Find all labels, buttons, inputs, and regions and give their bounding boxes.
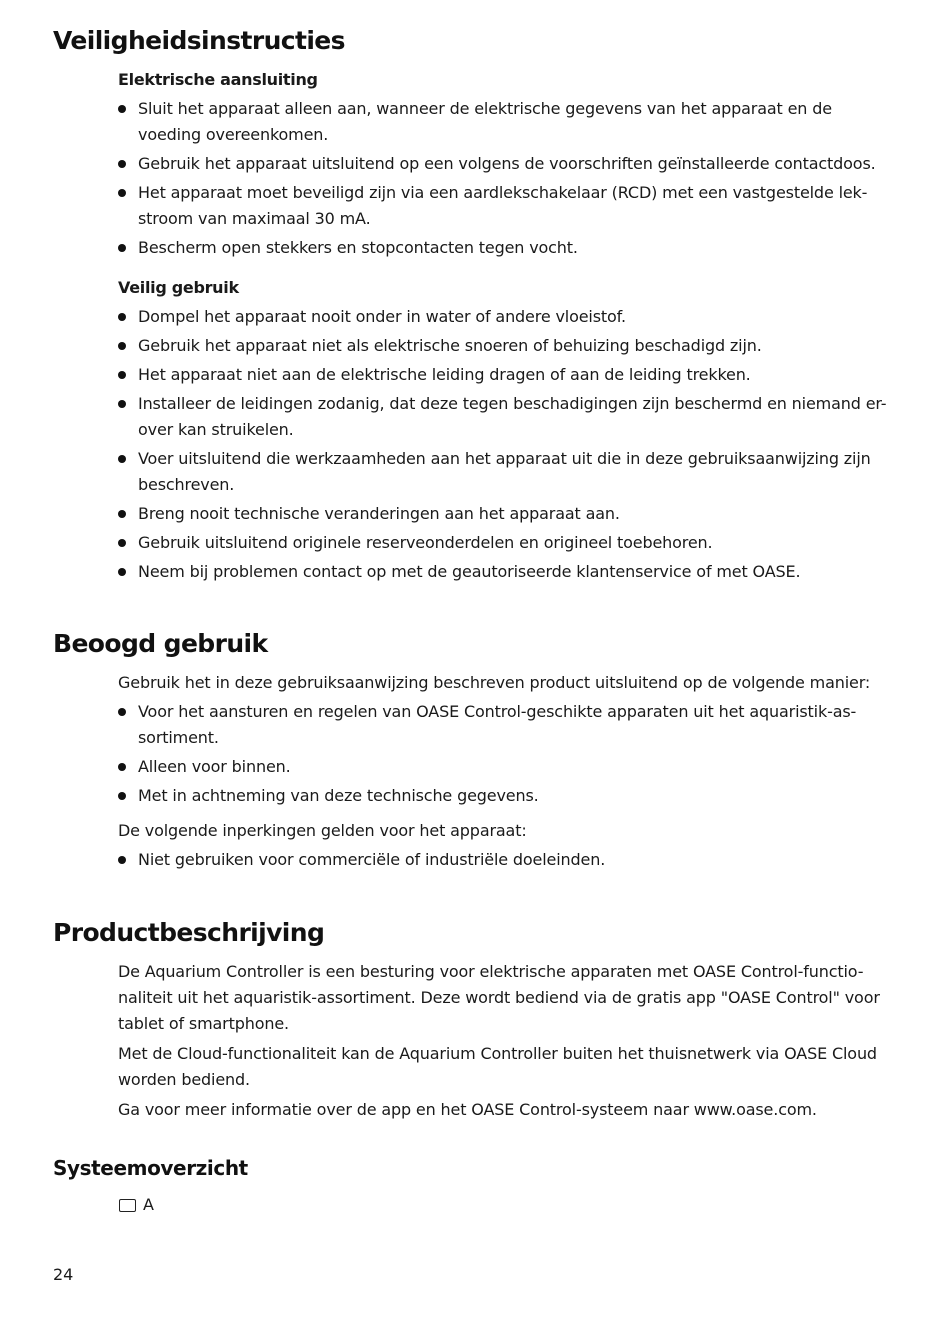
list-item: Niet gebruiken voor commerciële of industriële doeleinden. bbox=[118, 847, 888, 873]
description-paragraph: Ga voor meer informatie over de app en het OASE Control-systeem naar www.oase.com. bbox=[118, 1100, 817, 1119]
bullet-icon bbox=[118, 342, 126, 350]
list-item: Voer uitsluitend die werkzaamheden aan het apparaat uit die in deze gebruiksaanwijzing zijn beschreven. bbox=[118, 446, 888, 498]
safety-safe-use-block bbox=[118, 275, 888, 585]
bullet-icon bbox=[118, 244, 126, 252]
list-item: Bescherm open stekkers en stopcontacten tegen vocht. bbox=[118, 235, 888, 261]
bullet-icon bbox=[118, 763, 126, 771]
intended-use-block bbox=[118, 670, 888, 873]
figure-reference bbox=[119, 1194, 154, 1216]
bullet-icon bbox=[118, 510, 126, 518]
intended-use-intro: Gebruik het in deze gebruiksaanwijzing beschreven product uitsluitend op de volgende manier: bbox=[118, 673, 871, 692]
list-item: Alleen voor binnen. bbox=[118, 754, 888, 780]
section-title-product-description: Productbeschrijving bbox=[53, 918, 325, 947]
safe-use-list bbox=[118, 304, 888, 585]
section-title-system-overview: Systeemoverzicht bbox=[53, 1156, 248, 1180]
bullet-icon bbox=[118, 539, 126, 547]
list-item: Neem bij problemen contact op met de geautoriseerde klantenservice of met OASE. bbox=[118, 559, 888, 585]
bullet-icon bbox=[118, 400, 126, 408]
list-item: Het apparaat moet beveiligd zijn via een aardlekschakelaar (RCD) met een vastgestelde lek-stroom van maximaal 30 mA. bbox=[118, 180, 888, 232]
restrictions-list bbox=[118, 847, 888, 873]
bullet-icon bbox=[118, 708, 126, 716]
bullet-icon bbox=[118, 455, 126, 463]
section-title-intended-use: Beoogd gebruik bbox=[53, 629, 268, 658]
restrictions-intro: De volgende inperkingen gelden voor het apparaat: bbox=[118, 821, 527, 840]
bullet-icon bbox=[118, 189, 126, 197]
safety-electrical-block bbox=[118, 67, 888, 261]
intended-use-list bbox=[118, 699, 888, 809]
list-item: Sluit het apparaat alleen aan, wanneer de elektrische gegevens van het apparaat en de voeding overeenkomen. bbox=[118, 96, 888, 148]
subheading-electrical: Elektrische aansluiting bbox=[118, 70, 318, 89]
electrical-list bbox=[118, 96, 888, 261]
bullet-icon bbox=[118, 792, 126, 800]
bullet-icon bbox=[118, 313, 126, 321]
list-item: Dompel het apparaat nooit onder in water of andere vloeistof. bbox=[118, 304, 888, 330]
product-description-block bbox=[118, 959, 888, 1123]
list-item: Het apparaat niet aan de elektrische leiding dragen of aan de leiding trekken. bbox=[118, 362, 888, 388]
bullet-icon bbox=[118, 856, 126, 864]
list-item: Gebruik het apparaat niet als elektrische snoeren of behuizing beschadigd zijn. bbox=[118, 333, 888, 359]
page-number: 24 bbox=[53, 1265, 74, 1284]
list-item: Met in achtneming van deze technische gegevens. bbox=[118, 783, 888, 809]
list-item: Gebruik uitsluitend originele reserveonderdelen en origineel toebehoren. bbox=[118, 530, 888, 556]
figure-reference-label: A bbox=[143, 1195, 154, 1214]
bullet-icon bbox=[118, 105, 126, 113]
list-item: Breng nooit technische veranderingen aan het apparaat aan. bbox=[118, 501, 888, 527]
figure-reference-icon bbox=[119, 1199, 136, 1212]
list-item: Gebruik het apparaat uitsluitend op een volgens de voorschriften geïnstalleerde contactdoos. bbox=[118, 151, 888, 177]
subheading-safe-use: Veilig gebruik bbox=[118, 278, 239, 297]
list-item: Voor het aansturen en regelen van OASE Control-geschikte apparaten uit het aquaristik-as-sortiment. bbox=[118, 699, 888, 751]
bullet-icon bbox=[118, 160, 126, 168]
bullet-icon bbox=[118, 568, 126, 576]
section-title-safety: Veiligheidsinstructies bbox=[53, 26, 345, 55]
bullet-icon bbox=[118, 371, 126, 379]
description-paragraph: De Aquarium Controller is een besturing voor elektrische apparaten met OASE Control-functio-naliteit uit het aquaristik-assortiment. Deze wordt bediend via de gratis app "OASE Control" voor tablet of smartphone. bbox=[118, 962, 880, 1033]
description-paragraph: Met de Cloud-functionaliteit kan de Aquarium Controller buiten het thuisnetwerk via OASE Cloud worden bediend. bbox=[118, 1044, 877, 1089]
list-item: Installeer de leidingen zodanig, dat deze tegen beschadigingen zijn beschermd en niemand er-over kan struikelen. bbox=[118, 391, 888, 443]
